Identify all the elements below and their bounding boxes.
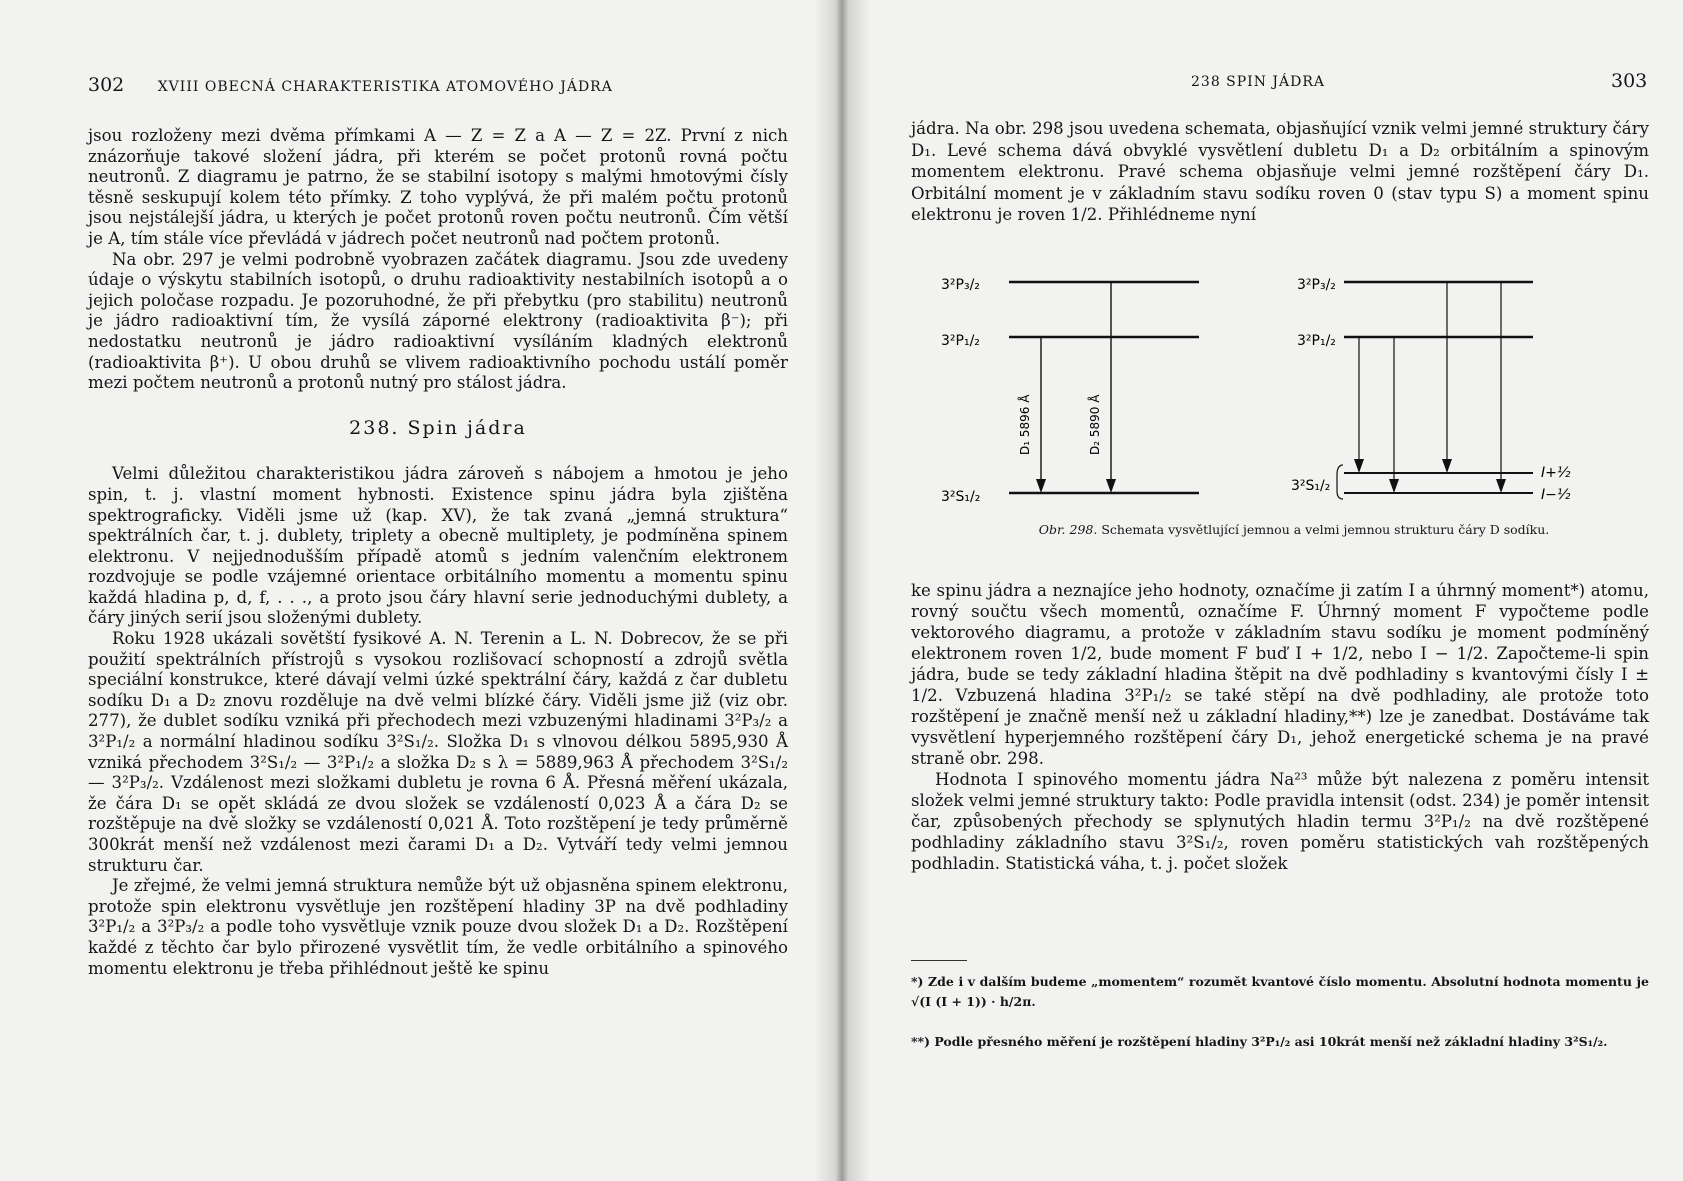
split-brace (1337, 465, 1343, 499)
paragraph: jsou rozloženy mezi dvěma přímkami A — Z = Z a A — Z = 2Z. První z nich znázorňuje takové složení jádra, při kterém se počet protonů rovná počtu neutronů. Z diagramu je patrno, že se stabilní isotopy s malými hmotovými čísly těsně seskupují kolem této přímky. Z toho vyplývá, že při malém počtu protonů jsou nejstálejší jádra, u kterých je počet protonů roven počtu neutronů. Čím větší je A, tím stále více převládá v jádrech počet neutronů nad počtem protonů. (88, 126, 788, 248)
split-label-lower: I−½ (1541, 487, 1571, 503)
arrowhead-d1 (1036, 479, 1046, 493)
paragraph: ke spinu jádra a neznajíce jeho hodnoty, označíme ji zatím I a úhrnný moment*) atomu, rovný součtu všech momentů, označíme F. Úhrnný moment F vypočteme podle vektorového diagramu, a protože v základním stavu sodíku je moment podmíněný elektronem roven 1/2, bude moment F buď I + 1/2, nebo I − 1/2. Započteme-li spin jádra, bude se tedy základní hladina štěpit na dvě podhladiny s kvantovými čísly I ± 1/2. Vzbuzená hladina 3²P₁/₂ se také stěpí na dvě podhladiny, ale protože toto rozštěpení je značně menší než u základní hladiny,**) lze je zanedbat. Dostáváme tak vysvětlení hyperjemného rozštěpení čáry D₁, jehož energetické schema je na pravé straně obr. 298. (911, 581, 1649, 768)
arrowhead-hf-2 (1389, 479, 1399, 493)
paragraph: jádra. Na obr. 298 jsou uvedena schemata, objasňující vznik velmi jemné struktury čáry D₁. Levé schema dává obvyklé vysvětlení dubletu D₁ a D₂ orbitálním a spinovým momentem elektronu. Pravé schema objasňuje velmi jemné rozštěpení čáry D₁. Orbitální moment je v základním stavu sodíku roven 0 (stav typu S) a moment spinu elektronu je roven 1/2. Přihlédneme nyní (911, 119, 1649, 224)
d1-label: D₁ 5896 Å (1018, 394, 1032, 455)
paragraph: Velmi důležitou charakteristikou jádra zároveň s nábojem a hmotou je jeho spin, t. j. vlastní moment hybnosti. Existence spinu jádra byla zjištěna spektrograficky. Viděli jsme už (kap. XV), že tak zvaná „jemná struktura“ spektrálních čar, t. j. dublety, triplety a obecně multiplety, je podmíněna spinem elektronu. V nejjednodušším případě atomů s jedním valenčním elektronem rozdvojuje se podle vzájemné orientace orbitálního momentu a momentu spinu každá hladina p, d, f, . . ., a proto jsou čáry hlavní serie jednoduchými dublety, a čáry jiných serií jsou složenými dublety. (88, 464, 788, 628)
left-running-title: XVIII OBECNÁ CHARAKTERISTIKA ATOMOVÉHO JÁDRA (157, 79, 613, 95)
level-label-s12-left: 3²S₁/₂ (941, 489, 981, 505)
caption-text: Schemata vysvětlující jemnou a velmi jemnou strukturu čáry D sodíku. (1101, 522, 1550, 537)
figure-caption (944, 522, 1644, 537)
left-body (88, 126, 788, 979)
left-running-head (88, 74, 613, 96)
paragraph: Hodnota I spinového momentu jádra Na²³ může být nalezena z poměru intensit složek velmi jemné struktury takto: Podle pravidla intensit (odst. 234) je poměr intensit čar, způsobených přechody se splynutých hladin termu 3²P₁/₂ na dvě rozštěpené podhladiny základního stavu 3²S₁/₂, roven poměru statistických vah rozštěpených podhladin. Statistická váha, t. j. počet složek (911, 770, 1649, 873)
footnote-1: *) Zde i v dalším budeme „momentem“ rozumět kvantové číslo momentu. Absolutní hodnota momentu je √(I (I + 1)) · h/2π. (911, 974, 1649, 1009)
level-label-p32-left: 3²P₃/₂ (941, 277, 980, 293)
level-label-p12-left: 3²P₁/₂ (941, 333, 980, 349)
split-label-upper: I+½ (1541, 465, 1571, 481)
book-gutter (815, 0, 869, 1181)
energy-level-figure (919, 255, 1639, 525)
level-label-s12-right: 3²S₁/₂ (1291, 478, 1331, 494)
arrowhead-d2 (1106, 479, 1116, 493)
footnote-rule (911, 960, 967, 961)
right-top-text (911, 118, 1649, 226)
arrowhead-hf-1 (1354, 459, 1364, 473)
right-body (911, 580, 1649, 874)
arrowhead-hf-3 (1442, 459, 1452, 473)
right-page-number-wrap (1611, 70, 1647, 92)
level-label-p32-right: 3²P₃/₂ (1297, 277, 1336, 293)
paragraph: Na obr. 297 je velmi podrobně vyobrazen začátek diagramu. Jsou zde uvedeny údaje o výskytu stabilních isotopů, o druhu radioaktivity nestabilních isotopů a o jejich poločase rozpadu. Je pozoruhodné, že při přebytku (pro stabilitu) neutronů je jádro radioaktivní tím, že vysílá záporné elektrony (radioaktivita β⁻); při nedostatku neutronů je jádro radioaktivní vysíláním kladných elektronů (radioaktivita β⁺). U obou druhů se vlivem radioaktivního pochodu ustálí poměr mezi počtem neutronů a protonů nutný pro stálost jádra. (88, 249, 788, 393)
level-label-p12-right: 3²P₁/₂ (1297, 333, 1336, 349)
left-page (0, 0, 815, 1181)
right-running-title: 238 SPIN JÁDRA (1191, 74, 1326, 90)
arrowhead-hf-4 (1496, 479, 1506, 493)
footnote-2: **) Podle přesného měření je rozštěpení hladiny 3²P₁/₂ asi 10krát menší než základní hladiny 3²S₁/₂. (911, 1034, 1608, 1049)
right-page-number: 303 (1611, 70, 1648, 92)
right-page (869, 0, 1683, 1181)
d2-label: D₂ 5890 Å (1088, 394, 1102, 455)
paragraph: Roku 1928 ukázali sovětští fysikové A. N. Terenin a L. N. Dobrecov, že se při použití spektrálních přístrojů s vysokou rozlišovací schopností a zdrojů světla speciální konstrukce, které dávají velmi úzké spektrální čáry, každá z čar dubletu sodíku D₁ a D₂ znovu rozděluje na dvě velmi blízké čáry. Viděli jsme již (viz obr. 277), že dublet sodíku vzniká při přechodech mezi vzbuzenými hladinami 3²P₃/₂ a 3²P₁/₂ a normální hladinou sodíku 3²S₁/₂. Složka D₁ s vlnovou délkou 5895,930 Å vzniká přechodem 3²S₁/₂ — 3²P₁/₂ a složka D₂ s λ = 5889,963 Å přechodem 3²S₁/₂ — 3²P₃/₂. Vzdálenost mezi složkami dubletu je rovna 6 Å. Přesná měření ukázala, že čára D₁ se opět skládá ze dvou složek se vzdáleností 0,023 Å a čára D₂ se rozštěpuje na dvě složky se vzdáleností 0,021 Å. Toto rozštěpení je tedy průměrně 300krát menší než vzdálenost mezi čarami D₁ a D₂. Vytváří tedy velmi jemnou strukturu čar. (88, 629, 788, 875)
caption-label: Obr. 298. (1038, 522, 1098, 537)
section-heading: 238. Spin jádra (349, 416, 527, 439)
paragraph: Je zřejmé, že velmi jemná struktura nemůže být už objasněna spinem elektronu, protože spin elektronu vysvětluje jen rozštěpení hladiny 3P na dvě podhladiny 3²P₁/₂ a 3²P₃/₂ a podle toho vysvětluje vznik pouze dvou složek D₁ a D₂. Rozštěpení každé z těchto čar bylo přirozené vysvětlit tím, že vedle orbitálního a spinového momentu elektronu je třeba přihlédnout ještě ke spinu (88, 876, 788, 978)
left-page-number: 302 (88, 74, 125, 96)
